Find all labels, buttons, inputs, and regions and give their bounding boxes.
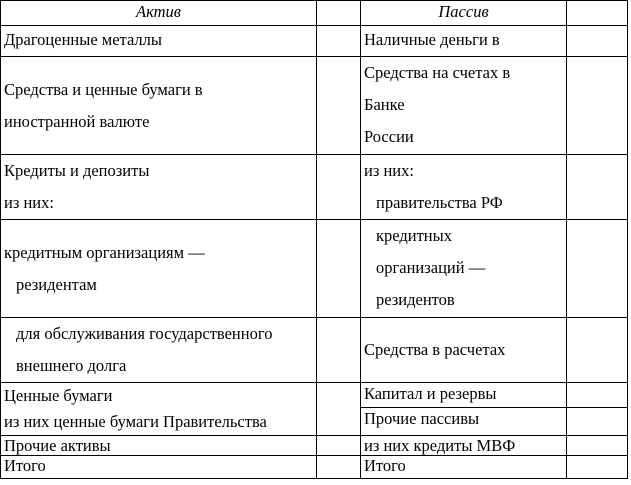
liability-cell [361,26,567,57]
empty-cell [317,1,361,26]
asset-cell [1,436,317,456]
liability-cell [361,318,567,383]
liability-text: резидентов [376,290,455,309]
liability-text: Капитал и резервы [364,384,497,403]
empty-cell [317,26,361,57]
liability-total-text: Итого [364,456,406,475]
asset-text: Кредиты и депозиты [4,161,150,180]
empty-cell [317,220,361,318]
liability-cell [361,383,567,408]
empty-cell [317,456,361,479]
empty-cell [567,456,628,479]
table-row [1,155,628,220]
asset-cell [1,383,317,436]
liability-text: России [364,127,414,146]
asset-text: внешнего долга [16,356,127,375]
liability-text: Наличные деньги в [364,30,500,49]
empty-cell [567,383,628,408]
empty-cell [317,383,361,436]
asset-text: резидентам [16,274,97,294]
liability-total-cell [361,456,567,479]
liability-cell [361,408,567,436]
asset-text: из них: [4,193,54,212]
empty-cell [317,436,361,456]
liability-text: организаций — [376,258,486,277]
asset-cell [1,155,317,220]
liability-text: Средства в расчетах [364,340,506,359]
liability-text: Средства на счетах в [364,63,511,82]
asset-text: Драгоценные металлы [4,30,162,49]
asset-text: Прочие активы [4,436,111,455]
asset-total-text: Итого [4,456,46,475]
asset-text: для обслуживания государственного [16,324,273,343]
total-row [1,456,628,479]
asset-text: из них ценные бумаги Правительства [4,412,267,431]
liability-text: Прочие пассивы [364,409,480,429]
empty-cell [567,318,628,383]
assets-header: Актив [1,1,317,26]
table-row [1,220,628,318]
asset-cell [1,57,317,155]
empty-cell [567,436,628,456]
asset-text: иностранной валюте [4,111,150,131]
table-row [1,57,628,155]
liability-text: кредитных [376,226,452,245]
asset-text: Ценные бумаги [4,386,113,405]
empty-cell [567,26,628,57]
liability-cell [361,436,567,456]
empty-cell [567,220,628,318]
empty-cell [567,57,628,155]
liability-text: правительства РФ [376,193,503,212]
asset-total-cell [1,456,317,479]
liabilities-header: Пассив [361,1,567,26]
empty-cell [567,408,628,436]
empty-cell [317,57,361,155]
liability-text: из них: [364,161,414,180]
header-row [1,1,628,26]
empty-cell [317,318,361,383]
asset-cell [1,318,317,383]
table-row [1,383,628,408]
asset-text: Средства и ценные бумаги в [4,79,203,99]
table-row [1,26,628,57]
liability-cell [361,57,567,155]
liability-text: из них кредиты МВФ [364,436,516,455]
table-row [1,436,628,456]
liability-cell [361,155,567,220]
empty-cell [567,1,628,26]
table-row [1,318,628,383]
asset-text: кредитным организациям — [4,242,205,262]
asset-cell [1,220,317,318]
empty-cell [567,155,628,220]
liability-cell [361,220,567,318]
asset-cell [1,26,317,57]
empty-cell [317,155,361,220]
liability-text: Банке [364,95,405,114]
